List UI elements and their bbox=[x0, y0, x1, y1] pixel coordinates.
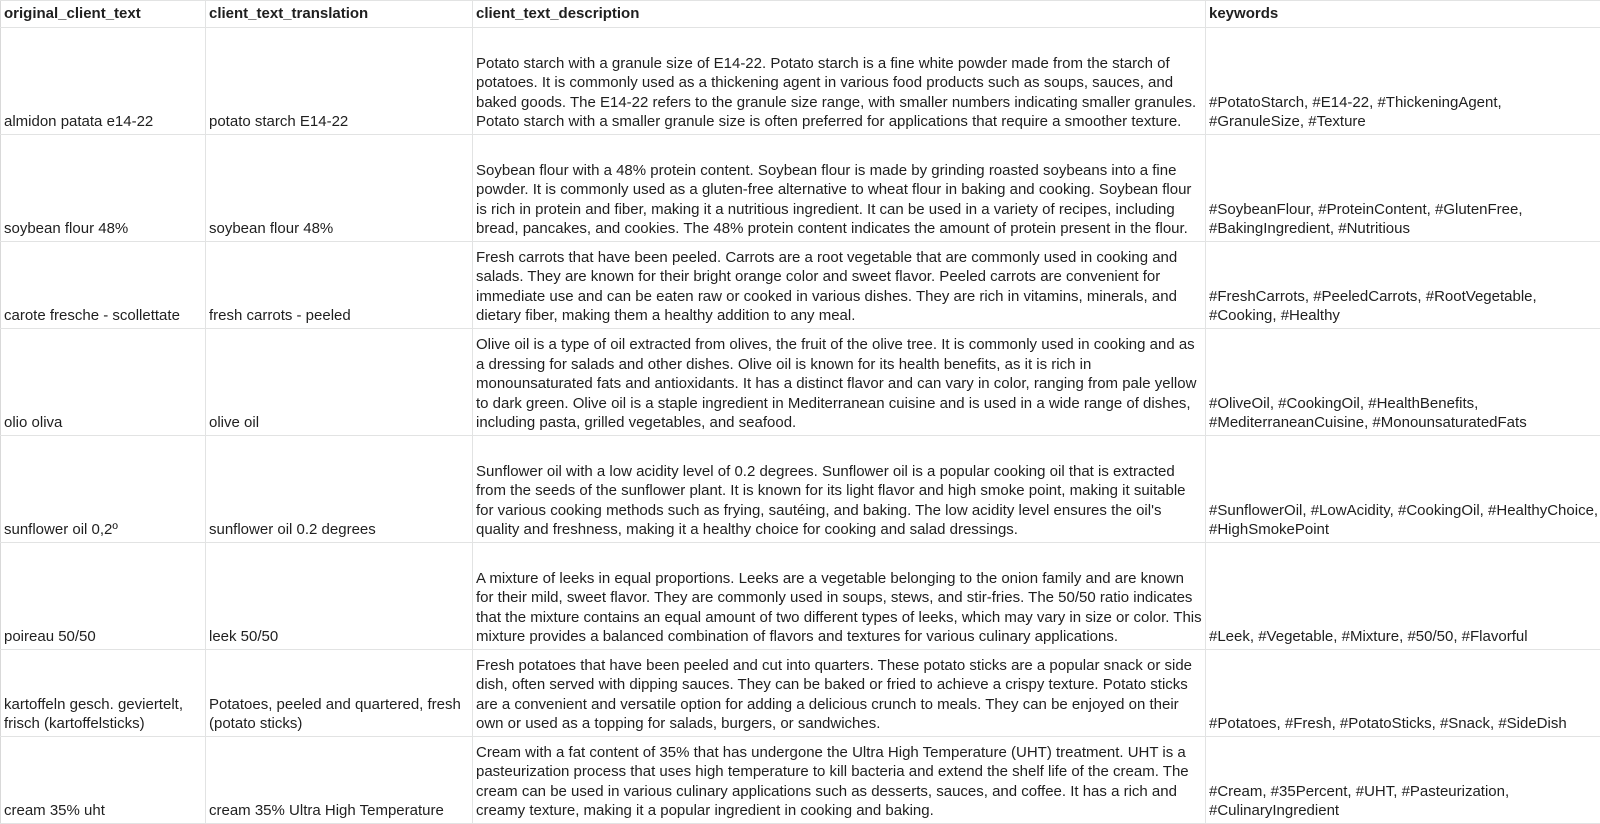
table-row bbox=[1, 543, 1600, 650]
cell-keywords[interactable]: #OliveOil, #CookingOil, #HealthBenefits, #MediterraneanCuisine, #MonounsaturatedFats bbox=[1206, 329, 1600, 436]
cell-original[interactable]: almidon patata e14-22 bbox=[1, 28, 206, 135]
table-row bbox=[1, 329, 1600, 436]
cell-translation[interactable]: leek 50/50 bbox=[206, 543, 473, 650]
cell-description[interactable]: Soybean flour with a 48% protein content. Soybean flour is made by grinding roasted soybeans into a fine powder. It is commonly used as a gluten-free alternative to wheat flour in baking and cooking. Soybean flour is rich in protein and fiber, making it a nutritious ingredient. It can be used in a variety of recipes, including bread, pancakes, and cookies. The 48% protein content indicates the amount of protein present in the flour. bbox=[473, 135, 1206, 242]
cell-translation[interactable]: soybean flour 48% bbox=[206, 135, 473, 242]
cell-keywords[interactable]: #SunflowerOil, #LowAcidity, #CookingOil, #HealthyChoice, #HighSmokePoint bbox=[1206, 436, 1600, 543]
cell-original[interactable]: sunflower oil 0,2º bbox=[1, 436, 206, 543]
cell-original[interactable]: kartoffeln gesch. geviertelt, frisch (kartoffelsticks) bbox=[1, 650, 206, 737]
cell-description[interactable]: Olive oil is a type of oil extracted from olives, the fruit of the olive tree. It is commonly used in cooking and as a dressing for salads and other dishes. Olive oil is known for its health benefits, as it is rich in monounsaturated fats and antioxidants. It has a distinct flavor and can vary in color, ranging from pale yellow to dark green. Olive oil is a staple ingredient in Mediterranean cuisine and is used in a wide range of dishes, including pasta, grilled vegetables, and seafood. bbox=[473, 329, 1206, 436]
cell-original[interactable]: cream 35% uht bbox=[1, 737, 206, 824]
cell-description[interactable]: Potato starch with a granule size of E14-22. Potato starch is a fine white powder made from the starch of potatoes. It is commonly used as a thickening agent in various food products such as soups, sauces, and baked goods. The E14-22 refers to the granule size range, with smaller numbers indicating smaller granules. Potato starch with a smaller granule size is often preferred for applications that require a smoother texture. bbox=[473, 28, 1206, 135]
column-header[interactable]: client_text_translation bbox=[206, 1, 473, 28]
cell-translation[interactable]: olive oil bbox=[206, 329, 473, 436]
cell-translation[interactable]: fresh carrots - peeled bbox=[206, 242, 473, 329]
table-row bbox=[1, 28, 1600, 135]
table-row bbox=[1, 737, 1600, 824]
header-row bbox=[1, 1, 1600, 28]
cell-keywords[interactable]: #FreshCarrots, #PeeledCarrots, #RootVegetable, #Cooking, #Healthy bbox=[1206, 242, 1600, 329]
cell-keywords[interactable]: #SoybeanFlour, #ProteinContent, #GlutenFree, #BakingIngredient, #Nutritious bbox=[1206, 135, 1600, 242]
cell-keywords[interactable]: #Cream, #35Percent, #UHT, #Pasteurization, #CulinaryIngredient bbox=[1206, 737, 1600, 824]
cell-keywords[interactable]: #PotatoStarch, #E14-22, #ThickeningAgent, #GranuleSize, #Texture bbox=[1206, 28, 1600, 135]
cell-description[interactable]: Fresh potatoes that have been peeled and cut into quarters. These potato sticks are a popular snack or side dish, often served with dipping sauces. They can be baked or fried to achieve a crispy texture. Potato sticks are a convenient and versatile option for adding a delicious crunch to meals. They can be enjoyed on their own or used as a topping for salads, burgers, or sandwiches. bbox=[473, 650, 1206, 737]
cell-translation[interactable]: potato starch E14-22 bbox=[206, 28, 473, 135]
table-row bbox=[1, 135, 1600, 242]
cell-original[interactable]: poireau 50/50 bbox=[1, 543, 206, 650]
cell-original[interactable]: carote fresche - scollettate bbox=[1, 242, 206, 329]
column-header[interactable]: keywords bbox=[1206, 1, 1600, 28]
cell-description[interactable]: Cream with a fat content of 35% that has undergone the Ultra High Temperature (UHT) treatment. UHT is a pasteurization process that uses high temperature to kill bacteria and extend the shelf life of the cream. The cream can be used in various culinary applications such as desserts, sauces, and coffee. It has a rich and creamy texture, making it a popular ingredient in cooking and baking. bbox=[473, 737, 1206, 824]
cell-translation[interactable]: sunflower oil 0.2 degrees bbox=[206, 436, 473, 543]
column-header[interactable]: original_client_text bbox=[1, 1, 206, 28]
column-header[interactable]: client_text_description bbox=[473, 1, 1206, 28]
cell-keywords[interactable]: #Potatoes, #Fresh, #PotatoSticks, #Snack, #SideDish bbox=[1206, 650, 1600, 737]
cell-translation[interactable]: Potatoes, peeled and quartered, fresh (potato sticks) bbox=[206, 650, 473, 737]
table-row bbox=[1, 242, 1600, 329]
cell-translation[interactable]: cream 35% Ultra High Temperature bbox=[206, 737, 473, 824]
cell-original[interactable]: soybean flour 48% bbox=[1, 135, 206, 242]
table-row bbox=[1, 650, 1600, 737]
cell-original[interactable]: olio oliva bbox=[1, 329, 206, 436]
cell-description[interactable]: A mixture of leeks in equal proportions. Leeks are a vegetable belonging to the onion family and are known for their mild, sweet flavor. They are commonly used in soups, stews, and stir-fries. The 50/50 ratio indicates that the mixture contains an equal amount of two different types of leeks, which may vary in size or color. This mixture provides a balanced combination of flavors and textures for various culinary applications. bbox=[473, 543, 1206, 650]
cell-description[interactable]: Sunflower oil with a low acidity level of 0.2 degrees. Sunflower oil is a popular cooking oil that is extracted from the seeds of the sunflower plant. It is known for its light flavor and high smoke point, making it suitable for various cooking methods such as frying, sautéing, and baking. The low acidity level ensures the oil's quality and freshness, making it a healthy choice for cooking and salad dressings. bbox=[473, 436, 1206, 543]
cell-keywords[interactable]: #Leek, #Vegetable, #Mixture, #50/50, #Flavorful bbox=[1206, 543, 1600, 650]
cell-description[interactable]: Fresh carrots that have been peeled. Carrots are a root vegetable that are commonly used in cooking and salads. They are known for their bright orange color and sweet flavor. Peeled carrots are convenient for immediate use and can be eaten raw or cooked in various dishes. They are rich in vitamins, minerals, and dietary fiber, making them a healthy addition to any meal. bbox=[473, 242, 1206, 329]
table-row bbox=[1, 436, 1600, 543]
